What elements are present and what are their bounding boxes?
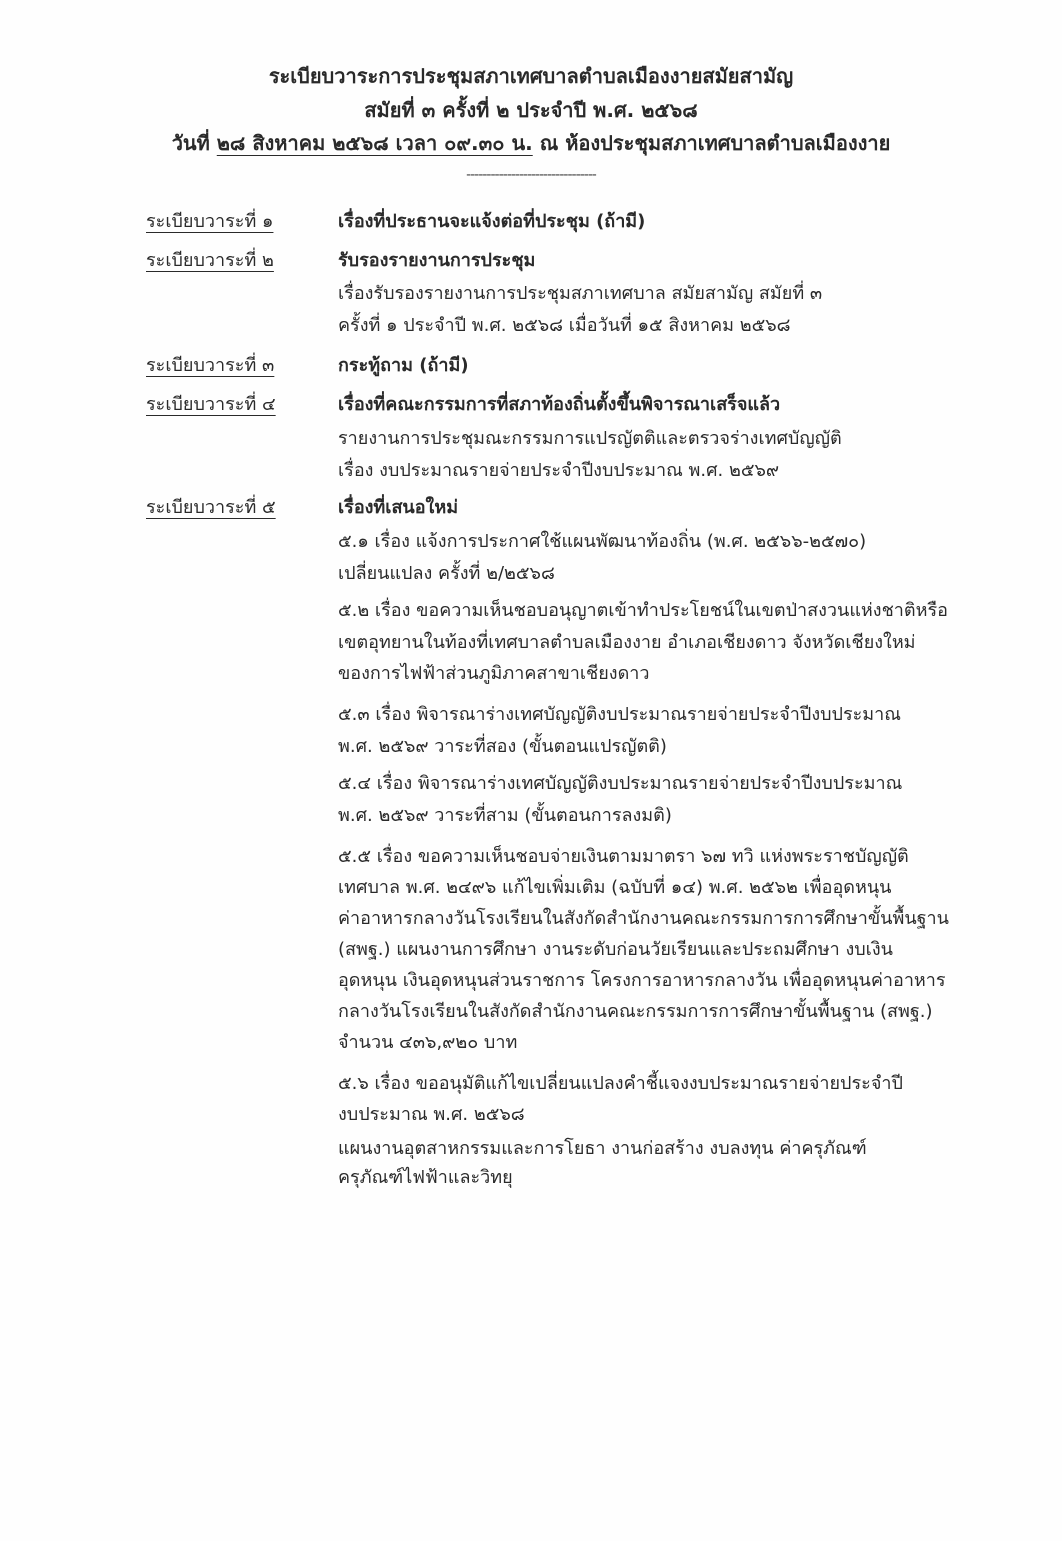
- agenda-5-3-line: พ.ศ. ๒๕๖๙ วาระที่สอง (ขั้นตอนแปรญัตติ): [338, 736, 667, 757]
- agenda-5-5-line: จำนวน ๔๓๖,๙๒๐ บาท: [338, 1032, 518, 1053]
- date-prefix: วันที่: [171, 131, 217, 155]
- agenda-5-5-line: กลางวันโรงเรียนในสังกัดสำนักงานคณะกรรมการการศึกษาขั้นพื้นฐาน (สพฐ.): [338, 1001, 933, 1022]
- agenda-5-5-line: อุดหนุน เงินอุดหนุนส่วนราชการ โครงการอาหารกลางวัน เพื่ออุดหนุนค่าอาหาร: [338, 970, 946, 991]
- document-subtitle: สมัยที่ ๓ ครั้งที่ ๒ ประจำปี พ.ศ. ๒๕๖๘: [364, 98, 698, 122]
- agenda-5-2-line: เขตอุทยานในท้องที่เทศบาลตำบลเมืองงาย อำเภอเชียงดาว จังหวัดเชียงใหม่: [338, 632, 916, 653]
- agenda-5-6-line: ครุภัณฑ์ไฟฟ้าและวิทยุ: [338, 1167, 513, 1188]
- agenda-2-line: ครั้งที่ ๑ ประจำปี พ.ศ. ๒๕๖๘ เมื่อวันที่ ๑๕ สิงหาคม ๒๕๖๘: [338, 315, 791, 336]
- agenda-5-3-line: ๕.๓ เรื่อง พิจารณาร่างเทศบัญญัติงบประมาณรายจ่ายประจำปีงบประมาณ: [338, 704, 901, 725]
- agenda-5-6-line: งบประมาณ พ.ศ. ๒๕๖๘: [338, 1104, 525, 1125]
- agenda-4-line: เรื่อง งบประมาณรายจ่ายประจำปีงบประมาณ พ.ศ. ๒๕๖๙: [338, 460, 780, 481]
- agenda-3-title: กระทู้ถาม (ถ้ามี): [338, 355, 469, 376]
- agenda-2-label: ระเบียบวาระที่ ๒: [146, 250, 274, 271]
- meeting-location: ณ ห้องประชุมสภาเทศบาลตำบลเมืองงาย: [532, 131, 891, 155]
- agenda-1-label: ระเบียบวาระที่ ๑: [146, 211, 274, 232]
- agenda-5-1-line: ๕.๑ เรื่อง แจ้งการประกาศใช้แผนพัฒนาท้องถิ่น (พ.ศ. ๒๕๖๖-๒๕๗๐): [338, 531, 867, 552]
- agenda-5-5-line: (สพฐ.) แผนงานการศึกษา งานระดับก่อนวัยเรียนและประถมศึกษา งบเงิน: [338, 939, 893, 960]
- agenda-5-1-line: เปลี่ยนแปลง ครั้งที่ ๒/๒๕๖๘: [338, 563, 555, 584]
- agenda-5-6-line: แผนงานอุตสาหกรรมและการโยธา งานก่อสร้าง งบลงทุน ค่าครุภัณฑ์: [338, 1138, 867, 1159]
- agenda-2-line: เรื่องรับรองรายงานการประชุมสภาเทศบาล สมัยสามัญ สมัยที่ ๓: [338, 283, 823, 304]
- agenda-2-title: รับรองรายงานการประชุม: [338, 250, 536, 271]
- agenda-3-label: ระเบียบวาระที่ ๓: [146, 355, 275, 376]
- agenda-5-4-line: ๕.๔ เรื่อง พิจารณาร่างเทศบัญญัติงบประมาณรายจ่ายประจำปีงบประมาณ: [338, 773, 903, 794]
- document-title: ระเบียบวาระการประชุมสภาเทศบาลตำบลเมืองงายสมัยสามัญ: [268, 64, 794, 88]
- agenda-5-4-line: พ.ศ. ๒๕๖๙ วาระที่สาม (ขั้นตอนการลงมติ): [338, 805, 672, 826]
- agenda-5-6-line: ๕.๖ เรื่อง ขออนุมัติแก้ไขเปลี่ยนแปลงคำชี้แจงงบประมาณรายจ่ายประจำปี: [338, 1073, 903, 1094]
- meeting-date-time: ๒๘ สิงหาคม ๒๕๖๘ เวลา ๐๙.๓๐ น.: [216, 131, 533, 155]
- agenda-5-2-line: ๕.๒ เรื่อง ขอความเห็นชอบอนุญาตเข้าทำประโยชน์ในเขตป่าสงวนแห่งชาติหรือ: [338, 600, 948, 621]
- agenda-5-title: เรื่องที่เสนอใหม่: [338, 497, 459, 518]
- agenda-5-5-line: ค่าอาหารกลางวันโรงเรียนในสังกัดสำนักงานคณะกรรมการการศึกษาขั้นพื้นฐาน: [338, 908, 949, 929]
- header-divider: --------------------------------: [466, 167, 596, 183]
- agenda-4-line: รายงานการประชุมณะกรรมการแปรญัตติและตรวจร่างเทศบัญญัติ: [338, 428, 842, 449]
- agenda-5-2-line: ของการไฟฟ้าส่วนภูมิภาคสาขาเชียงดาว: [338, 663, 650, 684]
- agenda-5-label: ระเบียบวาระที่ ๕: [146, 497, 276, 518]
- agenda-5-5-line: เทศบาล พ.ศ. ๒๔๙๖ แก้ไขเพิ่มเติม (ฉบับที่ ๑๔) พ.ศ. ๒๕๖๒ เพื่ออุดหนุน: [338, 877, 892, 898]
- agenda-4-title: เรื่องที่คณะกรรมการที่สภาท้องถิ่นตั้งขึ้นพิจารณาเสร็จแล้ว: [338, 394, 781, 415]
- agenda-1-title: เรื่องที่ประธานจะแจ้งต่อที่ประชุม (ถ้ามี): [338, 211, 646, 232]
- meeting-date-location: [0, 130, 1062, 156]
- agenda-4-label: ระเบียบวาระที่ ๔: [146, 394, 276, 415]
- agenda-5-5-line: ๕.๕ เรื่อง ขอความเห็นชอบจ่ายเงินตามมาตรา ๖๗ ทวิ แห่งพระราชบัญญัติ: [338, 846, 909, 867]
